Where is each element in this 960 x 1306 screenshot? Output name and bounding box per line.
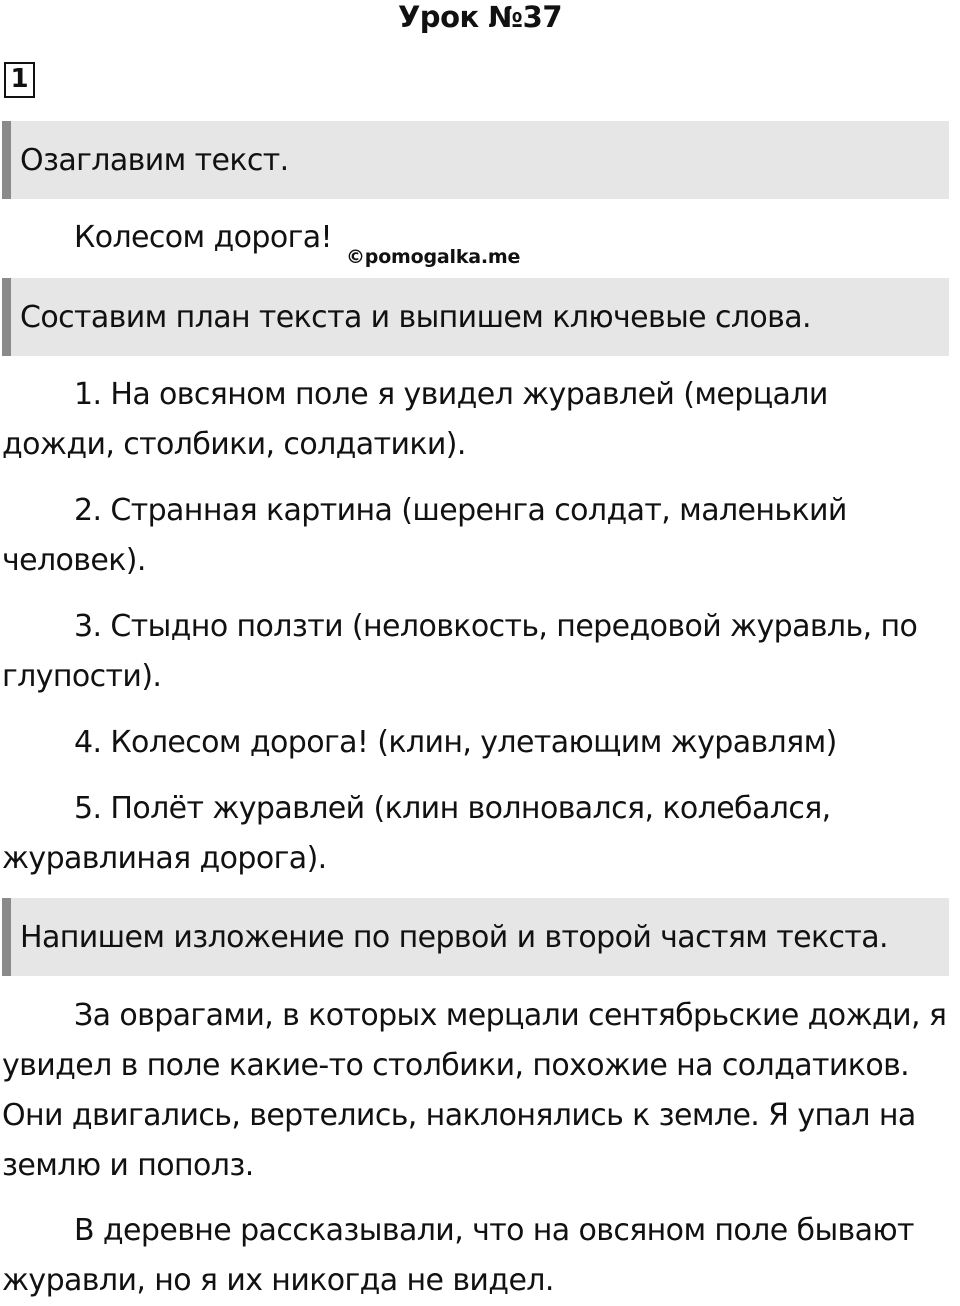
section-heading-plan-text: Составим план текста и выпишем ключевые слова. (20, 299, 811, 335)
essay-p1-line-3: Они двигались, вертелись, наклонялись к земле. Я упал на (2, 1098, 916, 1133)
section-heading-plan (2, 278, 949, 356)
essay-p2-line-1-text: В деревне рассказывали, что на овсяном поле бывают (74, 1213, 914, 1248)
page-title: Урок №37 (397, 0, 563, 34)
plan-item-2-text: 2. Странная картина (шеренга солдат, маленький (74, 493, 847, 528)
plan-item-1-line-1 (2, 370, 960, 420)
essay-p1-line-4: землю и пополз. (2, 1148, 254, 1183)
plan-item-5-text: 5. Полёт журавлей (клин волновался, колебался, (74, 791, 831, 826)
essay-p1-line-1 (2, 991, 960, 1041)
plan-item-2-line-1 (2, 486, 960, 536)
watermark: ©pomogalka.me (346, 246, 521, 268)
plan-item-1-line-2: дожди, столбики, солдатики). (2, 427, 466, 462)
section-heading-essay (2, 898, 949, 976)
section-heading-essay-text: Напишем изложение по первой и второй частям текста. (20, 919, 888, 955)
plan-item-3-line-1 (2, 602, 960, 652)
task-number-badge: 1 (4, 62, 35, 98)
plan-item-3-line-2: глупости). (2, 659, 162, 694)
section-heading-title-text: Озаглавим текст. (20, 142, 289, 178)
essay-p1-line-2: увидел в поле какие-то столбики, похожие на солдатиков. (2, 1048, 910, 1083)
essay-p1-line-1-text: За оврагами, в которых мерцали сентябрьские дожди, я (74, 998, 947, 1033)
section-heading-title (2, 121, 949, 199)
plan-item-4-line-1 (2, 718, 960, 768)
plan-item-2-line-2: человек). (2, 543, 146, 578)
essay-p2-line-1 (2, 1206, 960, 1256)
plan-item-5-line-1 (2, 784, 960, 834)
plan-item-4-text: 4. Колесом дорога! (клин, улетающим журавлям) (74, 725, 837, 760)
essay-p2-line-2: журавли, но я их никогда не видел. (2, 1263, 554, 1298)
text-title-answer: Колесом дорога! (74, 220, 332, 255)
plan-item-5-line-2: журавлиная дорога). (2, 841, 327, 876)
plan-item-3-text: 3. Стыдно ползти (неловкость, передовой журавль, по (74, 609, 918, 644)
plan-item-1-text: 1. На овсяном поле я увидел журавлей (мерцали (74, 377, 828, 412)
